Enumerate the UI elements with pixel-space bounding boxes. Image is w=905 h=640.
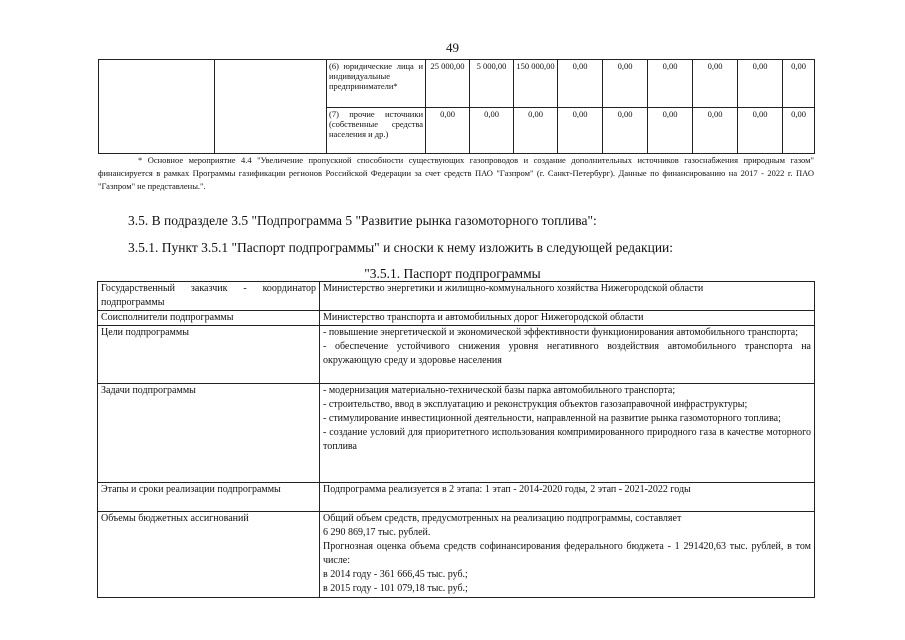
paragraph-subsection: 3.5. В подразделе 3.5 "Подпрограмма 5 "Развитие рынка газомоторного топлива": [128,213,597,228]
table-cell-value: 0,00 [693,60,738,108]
passport-line: 6 290 869,17 тыс. рублей. [323,527,431,538]
table-row [98,326,815,384]
passport-table [97,281,815,598]
table-cell-value: 0,00 [738,60,783,108]
financing-table [98,59,815,154]
passport-line: - стимулирование инвестиционной деятельности, направленной на развитие рынка газомоторного топлива; [323,413,781,424]
table-row [98,282,815,311]
table-row [98,384,815,483]
table-cell-value: 5 000,00 [470,60,514,108]
passport-title: "3.5.1. Паспорт подпрограммы [364,266,541,281]
table-cell-value: 0,00 [470,108,514,154]
passport-value [320,483,815,512]
passport-value [320,512,815,598]
passport-line: - повышение энергетической и экономической эффективности функционирования автомобильного транспорта; [323,327,798,338]
table-cell-value: 150 000,00 [514,60,558,108]
table-cell-value: 0,00 [648,60,693,108]
table-cell-value: 25 000,00 [426,60,470,108]
table-cell-value: 0,00 [783,108,815,154]
table-cell-source: (7) прочие источники (собственные средства населения и др.) [327,108,426,154]
page-number: 49 [446,40,459,55]
table-cell-value: 0,00 [783,60,815,108]
passport-label: Соисполнители подпрограммы [98,311,320,326]
table-cell-value: 0,00 [558,60,603,108]
passport-line: - создание условий для приоритетного использования компримированного природного газа в качестве моторного топлива [323,427,811,452]
passport-label: Цели подпрограммы [98,326,320,384]
table-cell-value: 0,00 [693,108,738,154]
passport-label: Государственный заказчик - координатор подпрограммы [98,282,320,311]
table-row [99,60,815,108]
table-cell-value: 0,00 [514,108,558,154]
table-cell-empty [99,60,215,154]
footnote: * Основное мероприятие 4.4 "Увеличение пропускной способности существующих газопроводов и создание дополнительных источников газоснабжения природным газом" финансируется в рамках Программы газификации регионов Российской Федерации за счет средств ПАО "Газпром" (г. Санкт-Петербург). Данные по финансированию на 2017 - 2022 г. ПАО "Газпром" не представлены.". [98,155,814,191]
table-cell-source: (6) юридические лица и индивидуальные предприниматели* [327,60,426,108]
passport-line: Подпрограмма реализуется в 2 этапа: 1 этап - 2014-2020 годы, 2 этап - 2021-2022 годы [323,484,691,495]
passport-value [320,282,815,311]
table-cell-value: 0,00 [426,108,470,154]
passport-line: Министерство транспорта и автомобильных дорог Нижегородской области [323,312,644,323]
paragraph-item: 3.5.1. Пункт 3.5.1 "Паспорт подпрограммы" и сноски к нему изложить в следующей редакции: [128,240,674,255]
table-row [98,483,815,512]
passport-label: Объемы бюджетных ассигнований [98,512,320,598]
passport-line: Министерство энергетики и жилищно-коммунального хозяйства Нижегородской области [323,283,704,294]
passport-line: в 2014 году - 361 666,45 тыс. руб.; [323,569,468,580]
table-cell-value: 0,00 [738,108,783,154]
table-row [98,311,815,326]
passport-line: Общий объем средств, предусмотренных на реализацию подпрограммы, составляет [323,513,682,524]
table-row [98,512,815,598]
passport-line: в 2015 году - 101 079,18 тыс. руб.; [323,583,468,594]
passport-label: Этапы и сроки реализации подпрограммы [98,483,320,512]
passport-line: - модернизация материально-технической базы парка автомобильного транспорта; [323,385,676,396]
passport-label: Задачи подпрограммы [98,384,320,483]
passport-value [320,326,815,384]
passport-line: - строительство, ввод в эксплуатацию и реконструкция объектов газозаправочной инфраструктуры; [323,399,748,410]
table-cell-value: 0,00 [648,108,693,154]
table-cell-empty [215,60,327,154]
passport-line: Прогнозная оценка объема средств софинансирования федерального бюджета - 1 291420,63 тыс. рублей, в том числе: [323,541,811,566]
passport-value [320,384,815,483]
table-cell-value: 0,00 [603,108,648,154]
table-cell-value: 0,00 [558,108,603,154]
table-cell-value: 0,00 [603,60,648,108]
passport-line: - обеспечение устойчивого снижения уровня негативного воздействия автомобильного транспорта на окружающую среду и здоровье населения [323,341,811,366]
passport-value [320,311,815,326]
